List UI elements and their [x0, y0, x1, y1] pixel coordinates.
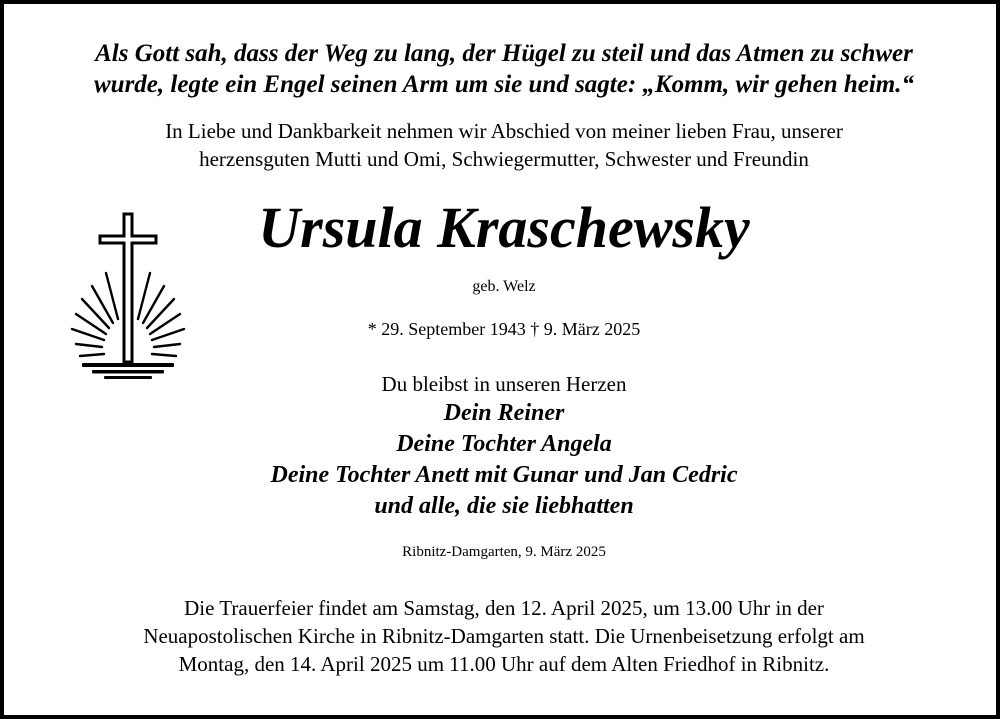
- intro-line-2: herzensguten Mutti und Omi, Schwiegermutter, Schwester und Freundin: [199, 147, 809, 171]
- quote-line-2: wurde, legte ein Engel seinen Arm um sie und sagte: „Komm, wir gehen heim.“: [94, 71, 914, 98]
- closing-line: Du bleibst in unseren Herzen: [381, 372, 627, 396]
- mourner-line: Dein Reiner: [443, 400, 565, 426]
- mourners-list: [4, 398, 1000, 522]
- quote-line-1: Als Gott sah, dass der Weg zu lang, der Hügel zu steil und das Atmen zu schwer: [95, 40, 913, 67]
- place-and-date: Ribnitz-Damgarten, 9. März 2025: [402, 544, 606, 560]
- ceremony-line-1: Die Trauerfeier findet am Samstag, den 12. April 2025, um 13.00 Uhr in der: [184, 596, 824, 620]
- deceased-name: Ursula Kraschewsky: [258, 195, 750, 260]
- mourner-line: Deine Tochter Anett mit Gunar und Jan Cedric: [270, 462, 738, 488]
- opening-quote: [4, 38, 1000, 100]
- ceremony-line-3: Montag, den 14. April 2025 um 11.00 Uhr auf dem Alten Friedhof in Ribnitz.: [178, 652, 830, 676]
- intro-line-1: In Liebe und Dankbarkeit nehmen wir Abschied von meiner lieben Frau, unserer: [165, 119, 843, 143]
- mourner-line: Deine Tochter Angela: [396, 431, 612, 457]
- life-dates: * 29. September 1943 † 9. März 2025: [367, 319, 641, 339]
- ceremony-line-2: Neuapostolischen Kirche in Ribnitz-Damgarten statt. Die Urnenbeisetzung erfolgt am: [143, 624, 865, 648]
- mourner-line: und alle, die sie liebhatten: [374, 493, 634, 519]
- maiden-name: geb. Welz: [472, 278, 536, 295]
- ceremony-details: [4, 594, 1000, 678]
- intro-text: [4, 117, 1000, 173]
